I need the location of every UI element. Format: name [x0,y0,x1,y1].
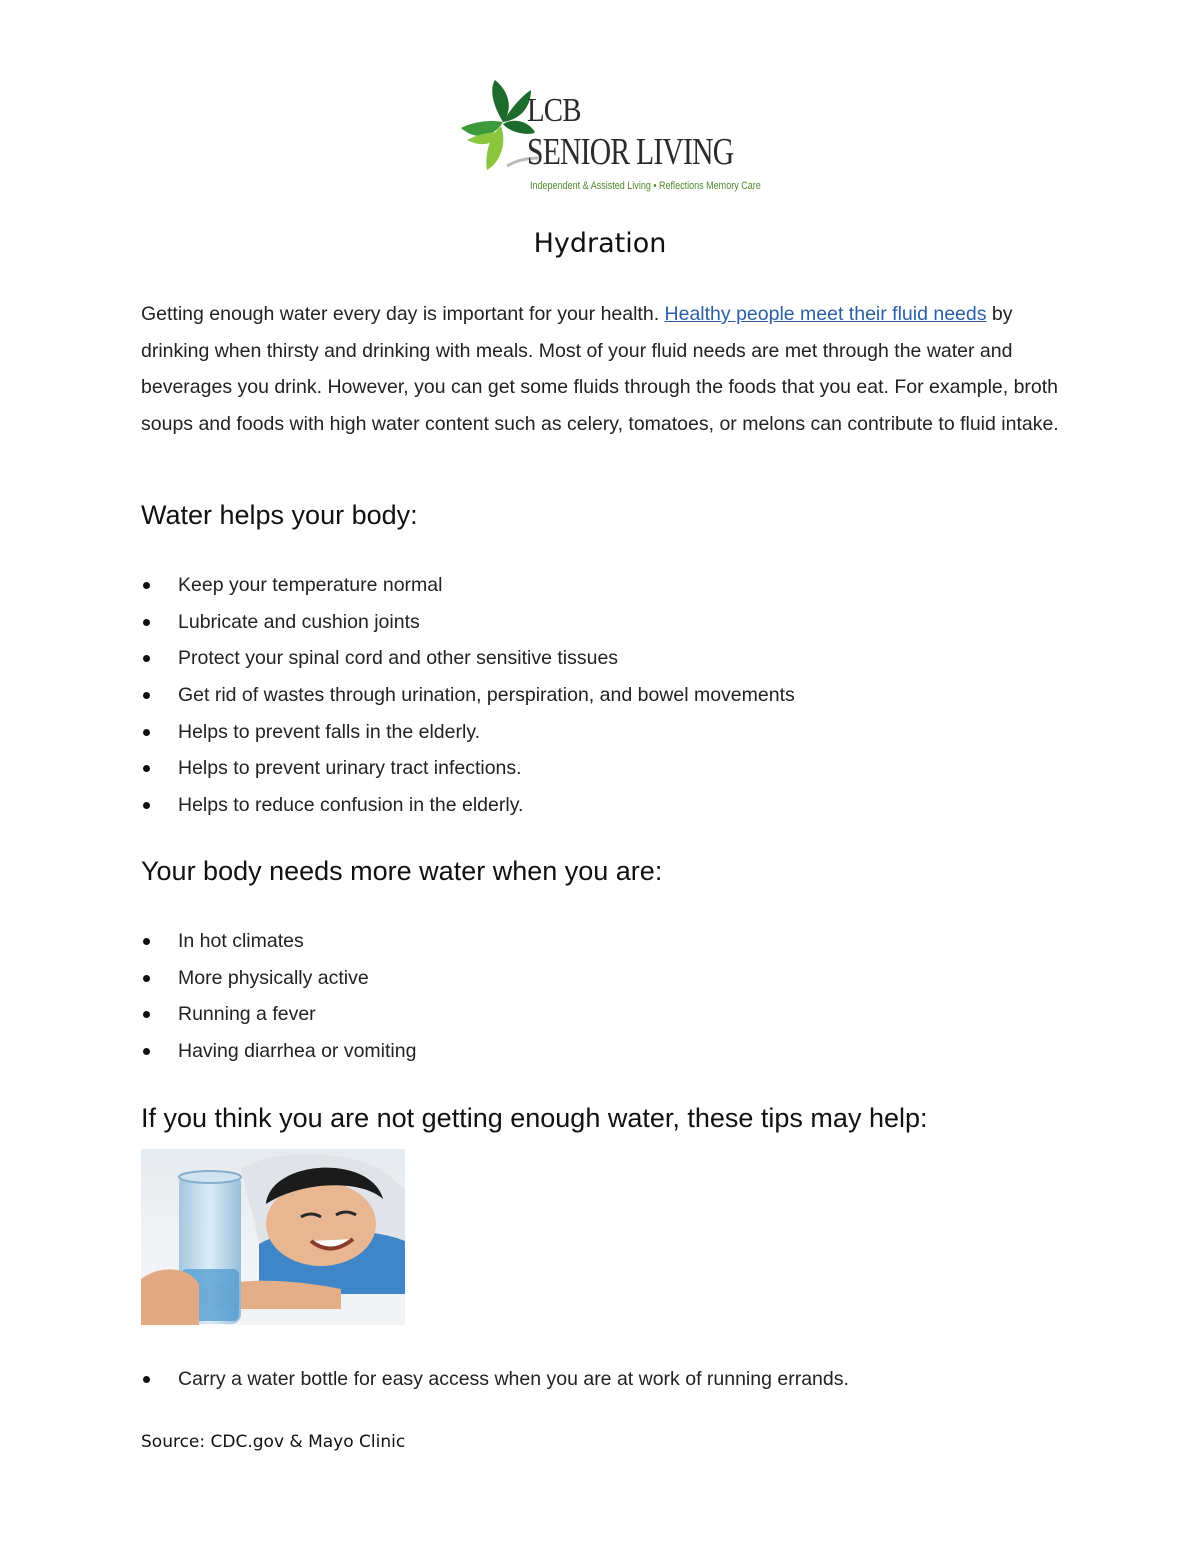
company-logo [455,72,761,200]
bullet-icon [143,729,150,736]
intro-text-after: by drinking when thirsty and drinking with meals. Most of your fluid needs are met through the water and beverages you drink. However, you can get some fluids through the foods that you eat. For example, broth soups and foods with high water content such as celery, tomatoes, or melons can contribute to fluid intake. [141,303,1059,436]
bullet-icon [143,1011,150,1018]
bullet-icon [143,692,150,699]
logo-line1: LCB [527,92,581,129]
list-item-text: Helps to prevent falls in the elderly. [178,720,481,743]
benefits-heading: Water helps your body: [141,500,418,530]
list-item [141,567,795,604]
bullet-icon [143,938,150,945]
list-item [141,677,795,714]
benefits-list [141,567,795,824]
list-item [141,787,795,824]
list-item-text: Running a fever [178,1003,316,1026]
list-item [141,714,795,751]
bullet-icon [143,975,150,982]
list-item [141,960,416,997]
logo-tagline: Independent & Assisted Living • Reflections Memory Care [530,180,761,192]
list-item-text: Protect your spinal cord and other sensitive tissues [178,647,619,670]
list-item [141,750,795,787]
page-title: Hydration [533,228,667,259]
intro-text-before: Getting enough water every day is important for your health. [141,303,665,325]
bullet-icon [143,802,150,809]
bullet-icon [143,765,150,772]
fluid-needs-link[interactable]: Healthy people meet their fluid needs [664,303,987,325]
needs-heading: Your body needs more water when you are: [141,856,663,886]
intro-paragraph [141,296,1071,443]
list-item-text: Keep your temperature normal [178,574,443,596]
list-item-text: More physically active [178,966,369,989]
list-item [141,1361,849,1398]
bullet-icon [143,619,150,626]
bullet-icon [143,582,150,589]
tips-list [141,1361,849,1398]
list-item [141,1033,416,1070]
list-item [141,604,795,641]
list-item-text: In hot climates [178,930,304,952]
logo-line2: SENIOR LIVING [527,131,734,173]
bullet-icon [143,1048,150,1055]
bullet-icon [143,1376,150,1383]
bullet-icon [143,655,150,662]
list-item-text: Lubricate and cushion joints [178,610,420,633]
boy-with-water-glass-image [141,1149,405,1325]
tips-heading: If you think you are not getting enough water, these tips may help: [141,1103,928,1133]
list-item-text: Carry a water bottle for easy access when you are at work of running errands. [178,1368,849,1390]
needs-list [141,923,416,1070]
list-item-text: Helps to prevent urinary tract infections. [178,757,522,780]
list-item [141,923,416,960]
list-item-text: Helps to reduce confusion in the elderly. [178,794,524,817]
list-item-text: Having diarrhea or vomiting [178,1040,417,1063]
source-citation: Source: CDC.gov & Mayo Clinic [141,1432,406,1452]
list-item [141,640,795,677]
list-item-text: Get rid of wastes through urination, perspiration, and bowel movements [178,684,795,707]
list-item [141,996,416,1033]
